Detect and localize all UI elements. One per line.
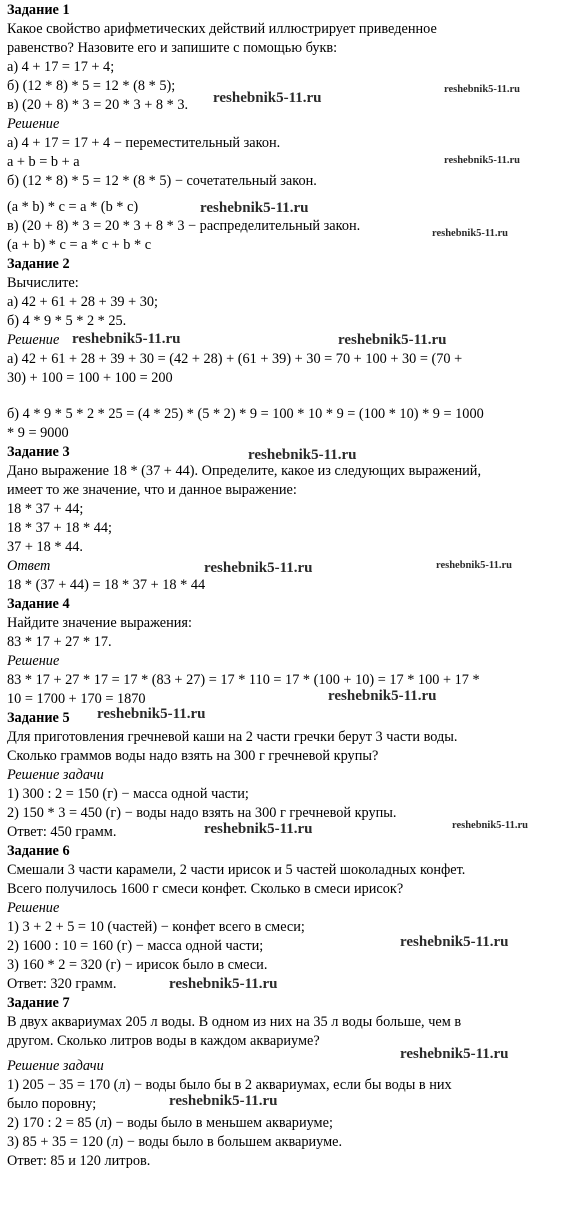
- watermark-text: reshebnik5-11.ru: [169, 976, 278, 992]
- solution-line: а) 42 + 61 + 28 + 39 + 30 = (42 + 28) + (61 + 39) + 30 = 70 + 100 + 30 = (70 +: [7, 351, 463, 367]
- task-1-item: а) 4 + 17 = 17 + 4;: [7, 59, 115, 75]
- task-7-text: В двух аквариумах 205 л воды. В одном из них на 35 л воды больше, чем в: [7, 1014, 462, 1030]
- task-6-heading: Задание 6: [7, 843, 70, 859]
- answer-line: 18 * (37 + 44) = 18 * 37 + 18 * 44: [7, 577, 206, 593]
- watermark-text: reshebnik5-11.ru: [400, 1046, 509, 1062]
- solution-label: Решение: [7, 116, 60, 132]
- solution-label: Решение задачи: [7, 767, 104, 783]
- watermark-text: reshebnik5-11.ru: [338, 332, 447, 348]
- task-5-text: Для приготовления гречневой каши на 2 части гречки берут 3 части воды.: [7, 729, 458, 745]
- task-6-text: Смешали 3 части карамели, 2 части ирисок и 5 частей шоколадных конфет.: [7, 862, 466, 878]
- task-2-text: Вычислите:: [7, 275, 79, 291]
- task-1-item: в) (20 + 8) * 3 = 20 * 3 + 8 * 3.: [7, 97, 189, 113]
- watermark-text: reshebnik5-11.ru: [72, 331, 181, 347]
- solution-line: 30) + 100 = 100 + 100 = 200: [7, 370, 173, 386]
- solution-line: 2) 1600 : 10 = 160 (г) − масса одной части;: [7, 938, 264, 954]
- solution-line: 2) 150 * 3 = 450 (г) − воды надо взять на 300 г гречневой крупы.: [7, 805, 397, 821]
- watermark-text: reshebnik5-11.ru: [444, 155, 520, 166]
- solution-line: б) 4 * 9 * 5 * 2 * 25 = (4 * 25) * (5 * 2) * 9 = 100 * 10 * 9 = (100 * 10) * 9 = 1000: [7, 406, 484, 422]
- solution-line: 2) 170 : 2 = 85 (л) − воды было в меньшем аквариуме;: [7, 1115, 333, 1131]
- task-3-item: 18 * 37 + 44;: [7, 501, 84, 517]
- watermark-text: reshebnik5-11.ru: [328, 688, 437, 704]
- solution-line: было поровну;: [7, 1096, 97, 1112]
- solution-line: 10 = 1700 + 170 = 1870: [7, 691, 146, 707]
- task-4-heading: Задание 4: [7, 596, 70, 612]
- task-1-item: б) (12 * 8) * 5 = 12 * (8 * 5);: [7, 78, 176, 94]
- solution-label: Решение: [7, 900, 60, 916]
- task-3-item: 37 + 18 * 44.: [7, 539, 83, 555]
- watermark-text: reshebnik5-11.ru: [97, 706, 206, 722]
- watermark-text: reshebnik5-11.ru: [444, 84, 520, 95]
- task-4-item: 83 * 17 + 27 * 17.: [7, 634, 112, 650]
- watermark-text: reshebnik5-11.ru: [200, 200, 309, 216]
- watermark-text: reshebnik5-11.ru: [248, 447, 357, 463]
- task-1-text: равенство? Назовите его и запишите с помощью букв:: [7, 40, 338, 56]
- task-1-heading: Задание 1: [7, 2, 70, 18]
- task-5-text: Сколько граммов воды надо взять на 300 г гречневой крупы?: [7, 748, 379, 764]
- answer-line: Ответ: 320 грамм.: [7, 976, 117, 992]
- watermark-text: reshebnik5-11.ru: [169, 1093, 278, 1109]
- task-3-text: имеет то же значение, что и данное выражение:: [7, 482, 297, 498]
- task-2-heading: Задание 2: [7, 256, 70, 272]
- watermark-text: reshebnik5-11.ru: [400, 934, 509, 950]
- task-3-heading: Задание 3: [7, 444, 70, 460]
- task-3-item: 18 * 37 + 18 * 44;: [7, 520, 112, 536]
- watermark-text: reshebnik5-11.ru: [204, 560, 313, 576]
- watermark-text: reshebnik5-11.ru: [436, 560, 512, 571]
- solution-line: (a * b) * c = a * (b * c): [7, 199, 139, 215]
- task-2-item: а) 42 + 61 + 28 + 39 + 30;: [7, 294, 158, 310]
- task-5-heading: Задание 5: [7, 710, 70, 726]
- solution-line: 83 * 17 + 27 * 17 = 17 * (83 + 27) = 17 * 110 = 17 * (100 + 10) = 17 * 100 + 17 *: [7, 672, 480, 688]
- solution-line: 1) 3 + 2 + 5 = 10 (частей) − конфет всего в смеси;: [7, 919, 305, 935]
- solution-line: а) 4 + 17 = 17 + 4 − переместительный закон.: [7, 135, 281, 151]
- solution-line: 3) 160 * 2 = 320 (г) − ирисок было в смеси.: [7, 957, 268, 973]
- solution-label: Решение: [7, 332, 60, 348]
- solution-line: 1) 300 : 2 = 150 (г) − масса одной части;: [7, 786, 249, 802]
- solution-label: Решение: [7, 653, 60, 669]
- watermark-text: reshebnik5-11.ru: [204, 821, 313, 837]
- solution-line: a + b = b + a: [7, 154, 80, 170]
- watermark-text: reshebnik5-11.ru: [213, 90, 322, 106]
- solution-line: * 9 = 9000: [7, 425, 69, 441]
- solution-line: (a + b) * c = a * c + b * c: [7, 237, 152, 253]
- task-4-text: Найдите значение выражения:: [7, 615, 192, 631]
- task-7-text: другом. Сколько литров воды в каждом аквариуме?: [7, 1033, 320, 1049]
- solution-line: б) (12 * 8) * 5 = 12 * (8 * 5) − сочетательный закон.: [7, 173, 317, 189]
- solution-line: в) (20 + 8) * 3 = 20 * 3 + 8 * 3 − распределительный закон.: [7, 218, 361, 234]
- watermark-text: reshebnik5-11.ru: [432, 228, 508, 239]
- answer-label: Ответ: [7, 558, 51, 574]
- task-2-item: б) 4 * 9 * 5 * 2 * 25.: [7, 313, 127, 329]
- watermark-text: reshebnik5-11.ru: [452, 820, 528, 831]
- task-7-heading: Задание 7: [7, 995, 70, 1011]
- solution-line: 3) 85 + 35 = 120 (л) − воды было в большем аквариуме.: [7, 1134, 343, 1150]
- solution-label: Решение задачи: [7, 1058, 104, 1074]
- task-6-text: Всего получилось 1600 г смеси конфет. Сколько в смеси ирисок?: [7, 881, 404, 897]
- solution-line: 1) 205 − 35 = 170 (л) − воды было бы в 2 аквариумах, если бы воды в них: [7, 1077, 452, 1093]
- task-3-text: Дано выражение 18 * (37 + 44). Определите, какое из следующих выражений,: [7, 463, 482, 479]
- answer-line: Ответ: 450 грамм.: [7, 824, 117, 840]
- answer-line: Ответ: 85 и 120 литров.: [7, 1153, 151, 1169]
- task-1-text: Какое свойство арифметических действий иллюстрирует приведенное: [7, 21, 437, 37]
